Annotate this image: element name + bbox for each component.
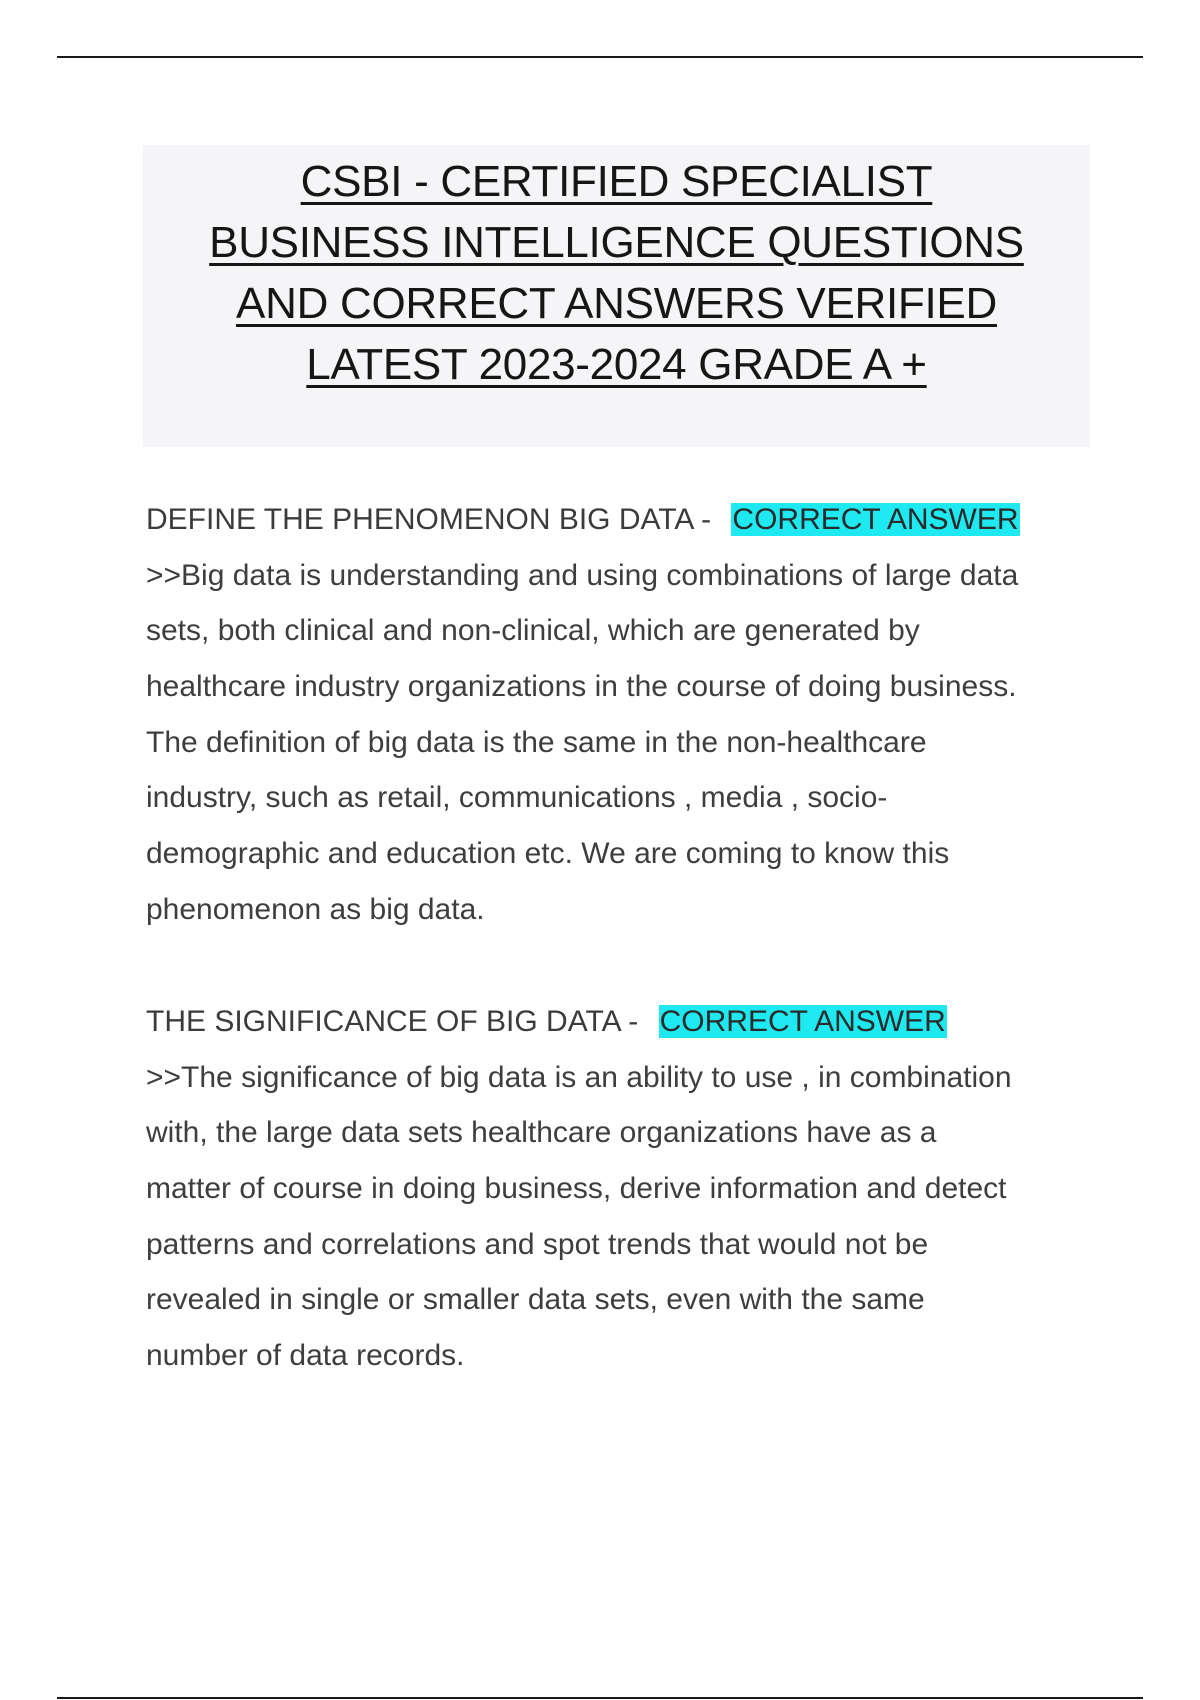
- correct-answer-marker: CORRECT ANSWER: [732, 503, 1019, 536]
- title-box: [143, 145, 1090, 447]
- answer-line: The definition of big data is the same in the non-healthcare: [146, 725, 927, 759]
- top-rule: [57, 56, 1143, 58]
- answer-line: phenomenon as big data.: [146, 892, 485, 926]
- answer-line: with, the large data sets healthcare organizations have as a: [146, 1116, 937, 1150]
- answer-line: demographic and education etc. We are coming to know this: [146, 837, 950, 871]
- answer-line: sets, both clinical and non-clinical, which are generated by: [146, 614, 920, 648]
- answer-line: >>The significance of big data is an ability to use , in combination: [146, 1060, 1012, 1094]
- answer-line: matter of course in doing business, derive information and detect: [146, 1172, 1007, 1206]
- bottom-rule: [57, 1697, 1143, 1699]
- answer-line: industry, such as retail, communications , media , socio-: [146, 781, 888, 815]
- title-line-2: BUSINESS INTELLIGENCE QUESTIONS: [209, 218, 1024, 267]
- answer-line: revealed in single or smaller data sets, even with the same: [146, 1283, 925, 1317]
- answer-line: healthcare industry organizations in the course of doing business.: [146, 670, 1017, 704]
- answer-line: number of data records.: [146, 1339, 465, 1373]
- title-line-1: CSBI - CERTIFIED SPECIALIST: [300, 157, 933, 206]
- correct-answer-marker: CORRECT ANSWER: [659, 1005, 946, 1038]
- answer-line: patterns and correlations and spot trends that would not be: [146, 1227, 929, 1261]
- title-line-4: LATEST 2023-2024 GRADE A +: [306, 340, 927, 389]
- question-line: [146, 994, 1106, 1050]
- qa-block-1: [146, 492, 1106, 938]
- qa-block-2: [146, 994, 1106, 1384]
- question-text: THE SIGNIFICANCE OF BIG DATA -: [146, 1005, 647, 1038]
- question-text: DEFINE THE PHENOMENON BIG DATA -: [146, 503, 720, 536]
- question-line: [146, 492, 1106, 548]
- title-line-3: AND CORRECT ANSWERS VERIFIED: [236, 279, 997, 328]
- answer-line: >>Big data is understanding and using combinations of large data: [146, 558, 1019, 592]
